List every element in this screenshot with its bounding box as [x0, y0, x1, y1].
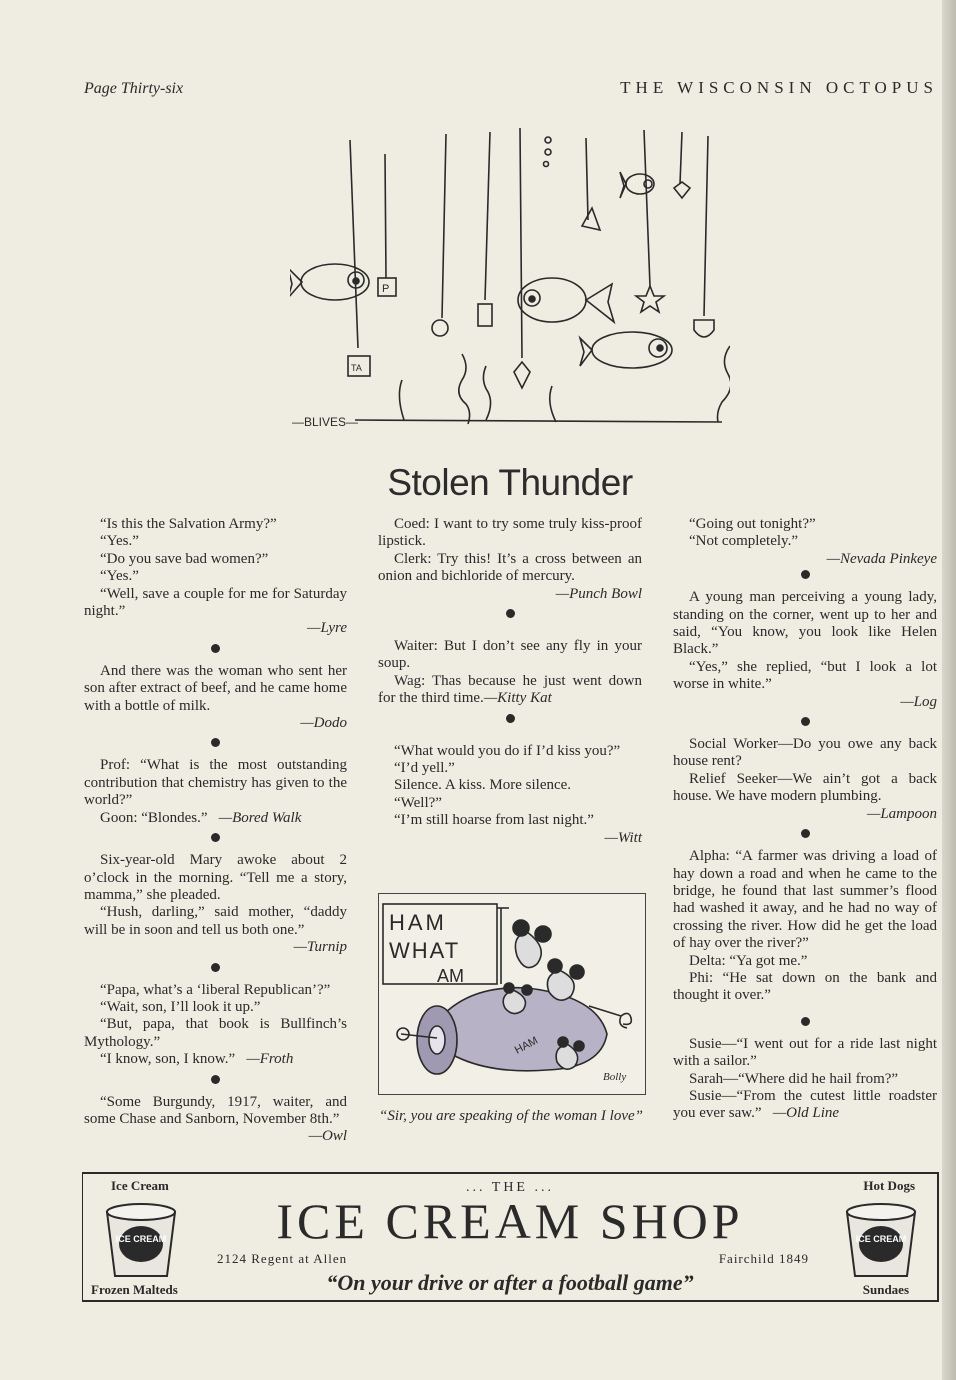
- joke-line: “Not completely.”: [689, 533, 798, 550]
- bubble-icon: [545, 137, 551, 143]
- joke-line: “Is this the Salvation Army?”: [100, 516, 277, 532]
- joke-line-text: Goon: “Blondes.”: [100, 809, 208, 826]
- fish-icon: [580, 332, 672, 368]
- joke-line: “Going out tonight?”: [689, 516, 816, 532]
- fish-icon: [290, 264, 369, 300]
- joke-line: “What would you do if I’d kiss you?”: [394, 742, 621, 759]
- sign-text: WHAT: [389, 938, 461, 963]
- joke-attribution: —Lyre: [307, 620, 347, 637]
- bait-star-icon: [636, 286, 664, 312]
- joke-line: “Yes.”: [100, 533, 139, 550]
- joke-line: “Well, save a couple for me for Saturday night.”: [84, 585, 347, 620]
- ad-phone: Fairchild 1849: [718, 1251, 809, 1266]
- fishing-line: [350, 140, 358, 348]
- joke-line: Delta: “Ya got me.”: [689, 952, 808, 969]
- joke-line: “Yes.”: [100, 568, 139, 585]
- seaweed-icon: [399, 380, 404, 420]
- column-3: [673, 516, 937, 1123]
- joke-line: [673, 1088, 937, 1123]
- joke-line: “I’d yell.”: [394, 760, 455, 777]
- ad-corner-label: Ice Cream: [111, 1178, 169, 1193]
- bait-tag-label: TA: [351, 363, 362, 373]
- separator-dot: [801, 570, 810, 579]
- joke-line: Alpha: “A farmer was driving a load of hay down a road and when he came to the bridge, he found that last summer’s flood had washed it away, and he had no way of crossing the river. How did he get the load of hay over the river?”: [673, 848, 937, 952]
- joke-line: “Wait, son, I’ll look it up.”: [100, 998, 261, 1015]
- joke-attribution: —Old Line: [772, 1105, 840, 1122]
- separator-dot: [801, 829, 810, 838]
- joke-line: “Hush, darling,” said mother, “daddy will be in soon and tell us both one.”: [84, 904, 347, 938]
- bait-shield-icon: [694, 320, 714, 337]
- cartoon-signature: —BLIVES—: [292, 415, 359, 429]
- fishing-line: [680, 132, 682, 184]
- joke-line: “Papa, what’s a ‘liberal Republican’?”: [100, 981, 331, 998]
- sea-floor: [355, 420, 722, 422]
- ham-caption: “Sir, you are speaking of the woman I love”: [378, 1108, 643, 1124]
- joke-line-text: Susie—“From the cutest little roadster you ever saw.”: [673, 1087, 937, 1122]
- joke-attribution: —Owl: [308, 1128, 347, 1145]
- fishing-line: [442, 134, 446, 318]
- joke-attribution: —Lampoon: [866, 805, 937, 822]
- fishing-line: [704, 136, 708, 316]
- seaweed-icon: [459, 354, 470, 424]
- joke-line: Sarah—“Where did he hail from?”: [689, 1070, 899, 1087]
- joke-line: “But, papa, that book is Bullfinch’s Mythology.”: [84, 1016, 347, 1050]
- sign-text: HAM: [389, 910, 447, 935]
- fishing-line: [385, 154, 386, 278]
- ham-signature: Bolly: [603, 1071, 627, 1083]
- seaweed-icon: [550, 386, 556, 422]
- joke-attribution: —Turnip: [293, 939, 347, 956]
- ham-cartoon: [378, 893, 646, 1095]
- joke-line: Susie—“I went out for a ride last night with a sailor.”: [673, 1035, 937, 1070]
- separator-dot: [506, 609, 515, 618]
- separator-dot: [211, 644, 220, 653]
- fish-icon: [518, 278, 614, 322]
- joke-attribution: —Nevada Pinkeye: [826, 550, 937, 567]
- joke-line: Silence. A kiss. More silence.: [394, 777, 572, 794]
- bait-heart-icon: [674, 182, 690, 198]
- joke-attribution: —Punch Bowl: [555, 585, 642, 602]
- bubble-icon: [545, 149, 551, 155]
- bubble-icon: [544, 162, 549, 167]
- joke-line: “I’m still hoarse from last night.”: [394, 812, 594, 829]
- separator-dot: [211, 738, 220, 747]
- ad-slogan: “On your drive or after a football game”: [326, 1270, 694, 1295]
- joke-line: Social Worker—Do you owe any back house rent?: [673, 736, 937, 770]
- small-fish-icon: [620, 172, 654, 198]
- joke-attribution: —Froth: [246, 1051, 294, 1068]
- joke-line: Prof: “What is the most outstanding contribution that chemistry has given to the world?”: [84, 757, 347, 809]
- joke-line: Clerk: Try this! It’s a cross between an onion and bichloride of mercury.: [378, 550, 642, 585]
- column-1: [84, 516, 347, 1146]
- column-2: [378, 516, 642, 847]
- sign-text: AM: [437, 966, 464, 986]
- joke-line: A young man perceiving a young lady, standing on the corner, went up to her and said, “You know, you look like Helen Black.”: [673, 589, 937, 658]
- joke-line-text: Wag: Thas because he just went down for the third time.: [378, 672, 642, 707]
- page-edge-shadow: [942, 0, 956, 1380]
- separator-dot: [801, 717, 810, 726]
- joke-line: [84, 1051, 347, 1068]
- separator-dot: [211, 963, 220, 972]
- separator-dot: [506, 714, 515, 723]
- fishing-line: [520, 128, 522, 358]
- joke-line: Phi: “He sat down on the bank and thought it over.”: [673, 969, 937, 1004]
- publication-title: THE WISCONSIN OCTOPUS: [620, 78, 938, 97]
- joke-line: Coed: I want to try some truly kiss-proof lipstick.: [378, 516, 642, 550]
- fishing-cartoon: [290, 118, 730, 438]
- separator-dot: [211, 1075, 220, 1084]
- ad-corner-label: Frozen Malteds: [91, 1282, 178, 1297]
- joke-line: And there was the woman who sent her son after extract of beef, and he came home with a bottle of milk.: [84, 662, 347, 714]
- ad-the: ... THE ...: [466, 1180, 554, 1195]
- seaweed-icon: [718, 346, 731, 422]
- joke-line: [378, 673, 642, 708]
- joke-attribution: —Log: [900, 693, 937, 710]
- joke-line: Six-year-old Mary awoke about 2 o’clock in the morning. “Tell me a story, mamma,” she pleaded.: [84, 852, 347, 903]
- ad-corner-label: Sundaes: [862, 1282, 909, 1297]
- bait-triangle-icon: [582, 208, 600, 230]
- bait-diamond-icon: [514, 362, 530, 388]
- tub-label: ICE CREAM: [115, 1234, 167, 1244]
- separator-dot: [801, 1017, 810, 1026]
- joke-line: “Well?”: [394, 794, 442, 811]
- joke-attribution: —Witt: [604, 829, 642, 846]
- fishing-line: [485, 132, 490, 300]
- seaweed-icon: [483, 366, 490, 420]
- ad-address: 2124 Regent at Allen: [217, 1251, 348, 1266]
- fishing-line: [586, 138, 588, 220]
- joke-line-text: “I know, son, I know.”: [100, 1051, 236, 1068]
- bait-tag-label: P: [382, 283, 390, 295]
- ad-corner-label: Hot Dogs: [863, 1178, 915, 1193]
- joke-attribution: —Kitty Kat: [483, 690, 552, 707]
- separator-dot: [211, 833, 220, 842]
- joke-attribution: —Dodo: [300, 715, 347, 732]
- ham-label: HAM: [512, 1034, 540, 1057]
- bait-bone-icon: [478, 304, 492, 326]
- joke-attribution: —Bored Walk: [218, 809, 302, 826]
- joke-line: Waiter: But I don’t see any fly in your soup.: [378, 638, 642, 672]
- tub-label: ICE CREAM: [855, 1234, 907, 1244]
- ice-cream-shop-ad: [82, 1172, 939, 1302]
- section-title: Stolen Thunder: [387, 462, 633, 503]
- fishing-line: [644, 130, 650, 286]
- joke-line: “Yes,” she replied, “but I look a lot worse in white.”: [673, 658, 937, 693]
- bait-button-icon: [432, 320, 448, 336]
- joke-line: “Some Burgundy, 1917, waiter, and some Chase and Sanborn, November 8th.”: [84, 1093, 347, 1127]
- joke-line: Relief Seeker—We ain’t got a back house. We have modern plumbing.: [673, 770, 937, 805]
- ad-shop-name: ICE CREAM SHOP: [276, 1193, 744, 1249]
- joke-line: “Do you save bad women?”: [100, 550, 269, 567]
- joke-line: [84, 810, 347, 827]
- page-number: Page Thirty-six: [84, 80, 184, 97]
